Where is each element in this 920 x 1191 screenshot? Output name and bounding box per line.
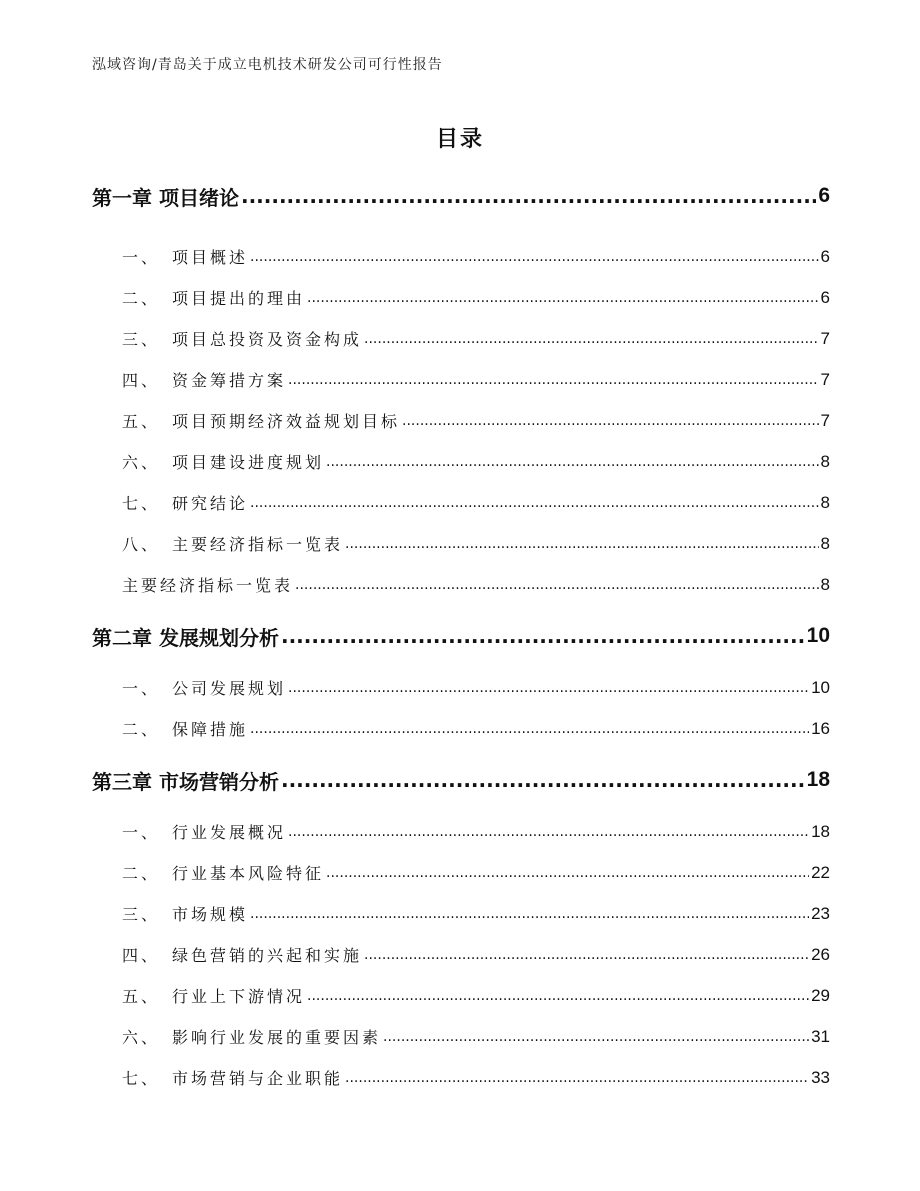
toc-entry-number: 一、 xyxy=(122,823,161,842)
toc-section-entry[interactable] xyxy=(92,441,830,482)
toc-section-entry[interactable] xyxy=(92,318,830,359)
dot-leader xyxy=(281,768,805,792)
toc-entry-number: 二、 xyxy=(122,720,161,739)
toc-entry-label: 第三章 市场营销分析 xyxy=(92,769,279,794)
dot-leader xyxy=(295,577,819,593)
dot-leader xyxy=(288,372,819,388)
toc-page-number: 29 xyxy=(811,985,830,1005)
toc-section-entry[interactable] xyxy=(92,811,830,852)
toc-entry-number: 六、 xyxy=(122,453,161,472)
toc-section-entry[interactable] xyxy=(92,667,830,708)
toc-page-number: 8 xyxy=(820,492,830,512)
toc-page-number: 22 xyxy=(811,862,830,882)
toc-section-entry[interactable] xyxy=(92,277,830,318)
toc-section-entry[interactable] xyxy=(92,523,830,564)
toc-page-number: 16 xyxy=(811,718,830,738)
toc-entry-number: 五、 xyxy=(122,987,161,1006)
toc-entry-label: 公司发展规划 xyxy=(172,679,287,698)
dot-leader xyxy=(402,413,819,429)
toc-page-number: 6 xyxy=(818,184,830,207)
toc-entry-label: 主要经济指标一览表 xyxy=(172,535,344,554)
toc-chapter-entry[interactable] xyxy=(92,170,830,222)
toc-entry-number: 四、 xyxy=(122,371,161,390)
toc-entry-number: 二、 xyxy=(122,864,161,883)
dot-leader xyxy=(364,331,819,347)
toc-page-number: 8 xyxy=(820,451,830,471)
toc-chapter-entry[interactable] xyxy=(92,610,830,662)
dot-leader xyxy=(345,536,819,552)
toc-section-entry[interactable] xyxy=(92,1016,830,1057)
toc-section-entry[interactable] xyxy=(92,564,830,605)
toc-section-entry[interactable] xyxy=(92,852,830,893)
dot-leader xyxy=(307,988,809,1004)
toc-page-number: 7 xyxy=(820,328,830,348)
toc-entry-label: 研究结论 xyxy=(172,494,249,513)
toc-section-entry[interactable] xyxy=(92,400,830,441)
dot-leader xyxy=(288,680,809,696)
toc-page-number: 18 xyxy=(811,821,830,841)
toc-page-number: 7 xyxy=(820,410,830,430)
toc-section-entry[interactable] xyxy=(92,359,830,400)
toc-section-entry[interactable] xyxy=(92,893,830,934)
dot-leader xyxy=(250,495,819,511)
toc-entry-label: 第一章 项目绪论 xyxy=(92,185,239,210)
toc-section-entry[interactable] xyxy=(92,934,830,975)
toc-entry-label: 绿色营销的兴起和实施 xyxy=(172,946,363,965)
dot-leader xyxy=(364,947,809,963)
dot-leader xyxy=(383,1029,809,1045)
toc-page-number: 8 xyxy=(820,533,830,553)
toc-entry-label: 项目建设进度规划 xyxy=(172,453,325,472)
toc-page-number: 33 xyxy=(811,1067,830,1087)
dot-leader xyxy=(288,824,809,840)
dot-leader xyxy=(326,865,809,881)
toc-entry-number: 三、 xyxy=(122,330,161,349)
dot-leader xyxy=(281,624,805,648)
toc-entry-label: 项目提出的理由 xyxy=(172,289,306,308)
dot-leader xyxy=(326,454,819,470)
toc-entry-label: 行业发展概况 xyxy=(172,823,287,842)
toc-entry-number: 四、 xyxy=(122,946,161,965)
toc-page-number: 10 xyxy=(806,624,830,647)
toc-section-entry[interactable] xyxy=(92,1057,830,1098)
toc-page-number: 26 xyxy=(811,944,830,964)
toc-entry-label: 行业基本风险特征 xyxy=(172,864,325,883)
toc-page-number: 6 xyxy=(820,287,830,307)
toc-section-entry[interactable] xyxy=(92,708,830,749)
toc-entry-number: 五、 xyxy=(122,412,161,431)
toc-entry-label: 项目预期经济效益规划目标 xyxy=(172,412,401,431)
toc-entry-label: 项目概述 xyxy=(172,248,249,267)
toc-page-number: 31 xyxy=(811,1026,830,1046)
table-of-contents xyxy=(92,170,830,1098)
toc-entry-number: 六、 xyxy=(122,1028,161,1047)
toc-entry-label: 市场规模 xyxy=(172,905,249,924)
toc-entry-label: 保障措施 xyxy=(172,720,249,739)
toc-entry-number: 一、 xyxy=(122,248,161,267)
toc-entry-number: 三、 xyxy=(122,905,161,924)
dot-leader xyxy=(241,184,816,208)
dot-leader xyxy=(250,249,819,265)
toc-entry-label: 行业上下游情况 xyxy=(172,987,306,1006)
toc-entry-number: 二、 xyxy=(122,289,161,308)
toc-section-entry[interactable] xyxy=(92,236,830,277)
toc-section-entry[interactable] xyxy=(92,482,830,523)
toc-page-number: 7 xyxy=(820,369,830,389)
toc-entry-number: 八、 xyxy=(122,535,161,554)
toc-page-number: 18 xyxy=(806,768,830,791)
dot-leader xyxy=(307,290,819,306)
toc-entry-number: 七、 xyxy=(122,494,161,513)
toc-entry-label: 市场营销与企业职能 xyxy=(172,1069,344,1088)
toc-entry-label: 主要经济指标一览表 xyxy=(122,576,294,595)
toc-entry-label: 第二章 发展规划分析 xyxy=(92,625,279,650)
toc-page-number: 23 xyxy=(811,903,830,923)
dot-leader xyxy=(345,1070,809,1086)
running-header: 泓域咨询/青岛关于成立电机技术研发公司可行性报告 xyxy=(92,57,443,73)
dot-leader xyxy=(250,906,809,922)
toc-title: 目录 xyxy=(435,127,484,152)
dot-leader xyxy=(250,721,809,737)
toc-page-number: 6 xyxy=(820,246,830,266)
toc-chapter-entry[interactable] xyxy=(92,754,830,806)
toc-page-number: 10 xyxy=(811,677,830,697)
toc-entry-number: 一、 xyxy=(122,679,161,698)
toc-section-entry[interactable] xyxy=(92,975,830,1016)
toc-entry-label: 影响行业发展的重要因素 xyxy=(172,1028,382,1047)
toc-entry-label: 项目总投资及资金构成 xyxy=(172,330,363,349)
toc-page-number: 8 xyxy=(820,574,830,594)
toc-entry-label: 资金筹措方案 xyxy=(172,371,287,390)
toc-entry-number: 七、 xyxy=(122,1069,161,1088)
